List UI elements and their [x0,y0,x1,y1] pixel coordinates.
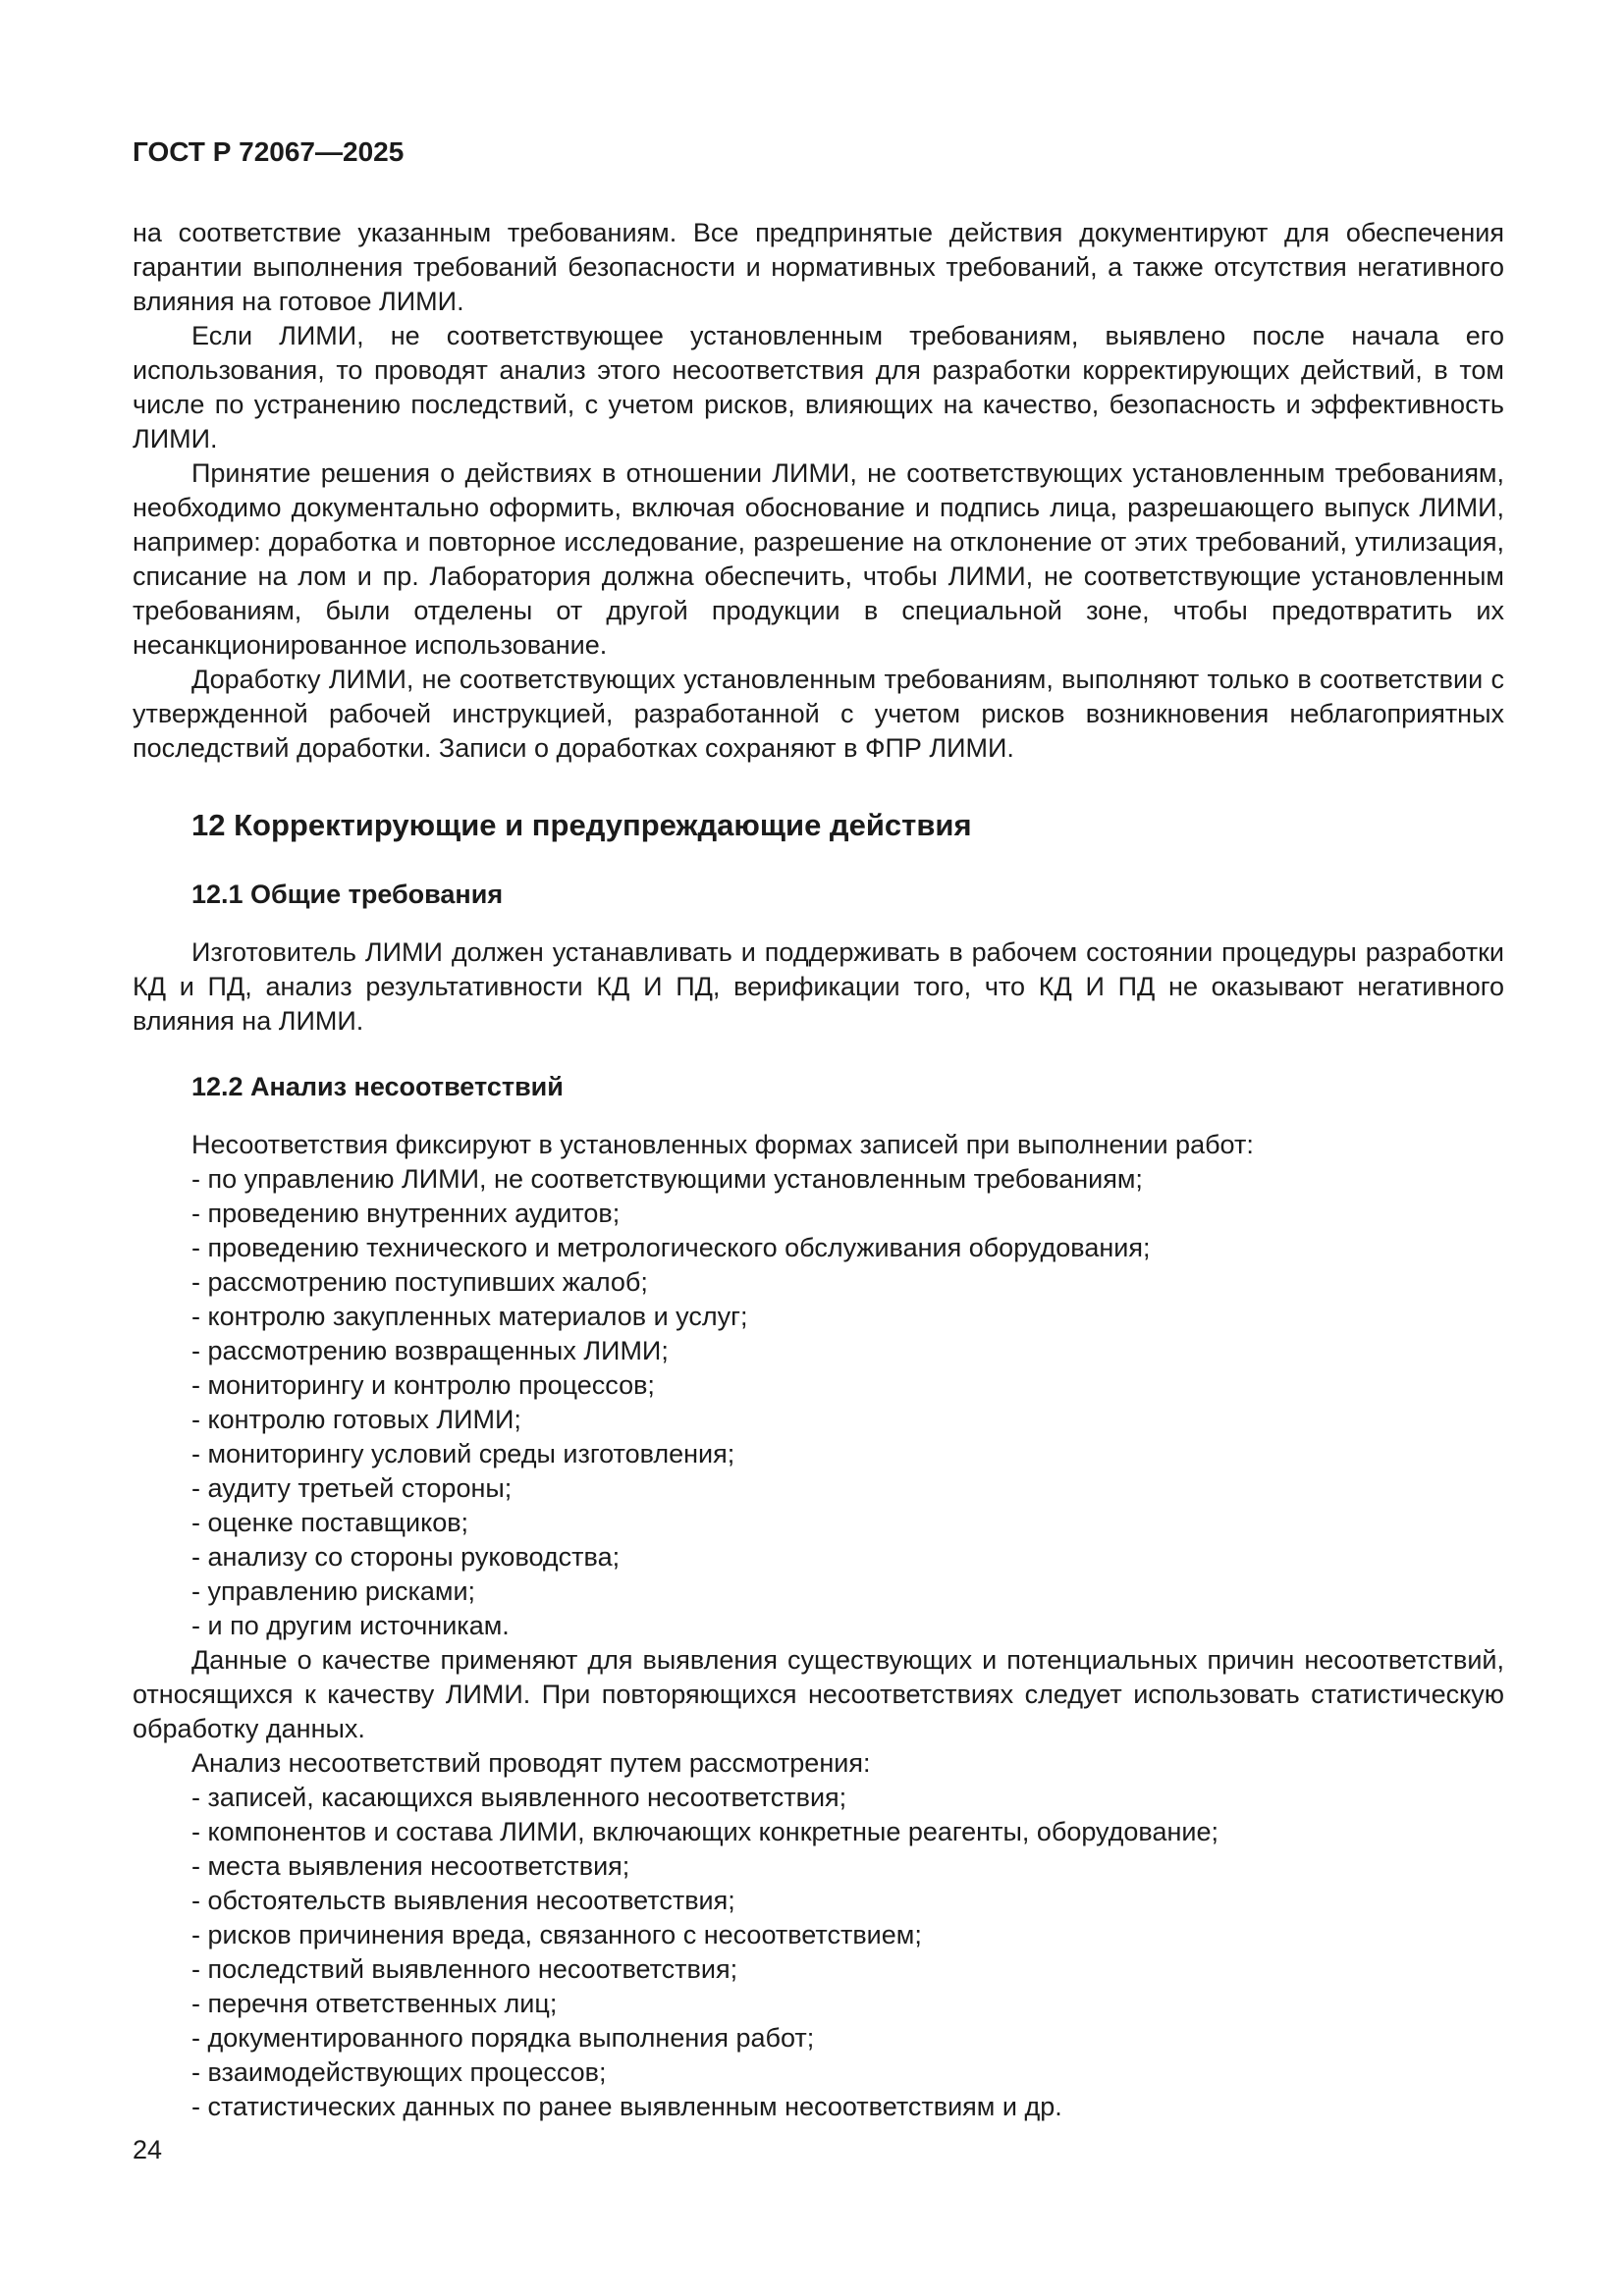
list-item: - мониторингу и контролю процессов; [191,1370,655,1400]
subsection-12-2-heading: 12.2 Анализ несоответствий [191,1072,564,1101]
list-item: - по управлению ЛИМИ, не соответствующими установленным требованиям; [191,1164,1143,1194]
list-item: - компонентов и состава ЛИМИ, включающих конкретные реагенты, оборудование; [191,1817,1218,1846]
list-item: - документированного порядка выполнения работ; [191,2023,815,2053]
list-item: - контролю закупленных материалов и услуг; [191,1302,748,1331]
list-item: - и по другим источникам. [191,1611,510,1640]
list-item: - места выявления несоответствия; [191,1851,630,1881]
list-item: - проведению внутренних аудитов; [191,1199,621,1228]
nonconformity-records-list [133,1162,1504,1643]
list-item: - рассмотрению поступивших жалоб; [191,1267,648,1297]
list-item: - статистических данных по ранее выявленным несоответствиям и др. [191,2092,1062,2121]
list-item: - оценке поставщиков; [191,1508,469,1537]
document-code-header: ГОСТ Р 72067—2025 [133,136,405,167]
nonconformity-analysis-list [133,1781,1504,2124]
paragraph: Принятие решения о действиях в отношении ЛИМИ, не соответствующих установленным требованиям, необходимо документально оформить, включая обоснование и подпись лица, разрешающего выпуск ЛИМИ, например: доработка и повторное исследование, разрешение на отклонение от этих требований, утилизация, списание на лом и пр. Лаборатория должна обеспечить, чтобы ЛИМИ, не соответствующие установленным требованиям, были отделены от другой продукции в специальной зоне, чтобы предотвратить их несанкционированное использование. [133,458,1504,660]
list-item: - проведению технического и метрологического обслуживания оборудования; [191,1233,1151,1262]
paragraph: Несоответствия фиксируют в установленных формах записей при выполнении работ: [191,1130,1254,1159]
list-item: - рисков причинения вреда, связанного с несоответствием; [191,1920,922,1949]
page-number: 24 [133,2135,163,2164]
list-item: - последствий выявленного несоответствия; [191,1954,738,1984]
list-item: - анализу со стороны руководства; [191,1542,621,1572]
paragraph: Изготовитель ЛИМИ должен устанавливать и поддерживать в рабочем состоянии процедуры разработки КД и ПД, анализ результативности КД И ПД, верификации того, что КД И ПД не оказывают негативного влияния на ЛИМИ. [133,937,1504,1036]
paragraph-continuation: на соответствие указанным требованиям. Все предпринятые действия документируют для обеспечения гарантии выполнения требований безопасности и нормативных требований, а также отсутствия негативного влияния на готовое ЛИМИ. [133,218,1504,316]
list-item: - рассмотрению возвращенных ЛИМИ; [191,1336,669,1365]
subsection-12-1-heading: 12.1 Общие требования [191,880,504,909]
list-item: - контролю готовых ЛИМИ; [191,1405,521,1434]
list-item: - записей, касающихся выявленного несоответствия; [191,1783,847,1812]
page-content [133,135,1504,2124]
paragraph: Если ЛИМИ, не соответствующее установленным требованиям, выявлено после начала его использования, то проводят анализ этого несоответствия для разработки корректирующих действий, в том числе по устранению последствий, с учетом рисков, влияющих на качество, безопасность и эффективность ЛИМИ. [133,321,1504,454]
list-item: - управлению рисками; [191,1576,476,1606]
list-item: - взаимодействующих процессов; [191,2057,607,2087]
list-item: - обстоятельств выявления несоответствия; [191,1886,735,1915]
list-item: - перечня ответственных лиц; [191,1989,558,2018]
paragraph: Анализ несоответствий проводят путем рассмотрения: [191,1748,871,1778]
list-item: - мониторингу условий среды изготовления; [191,1439,735,1468]
paragraph: Данные о качестве применяют для выявления существующих и потенциальных причин несоответствий, относящихся к качеству ЛИМИ. При повторяющихся несоответствиях следует использовать статистическую обработку данных. [133,1645,1504,1743]
section-12-heading: 12 Корректирующие и предупреждающие действия [191,808,972,842]
paragraph: Доработку ЛИМИ, не соответствующих установленным требованиям, выполняют только в соответствии с утвержденной рабочей инструкцией, разработанной с учетом рисков возникновения неблагоприятных последствий доработки. Записи о доработках сохраняют в ФПР ЛИМИ. [133,665,1504,763]
list-item: - аудиту третьей стороны; [191,1473,513,1503]
